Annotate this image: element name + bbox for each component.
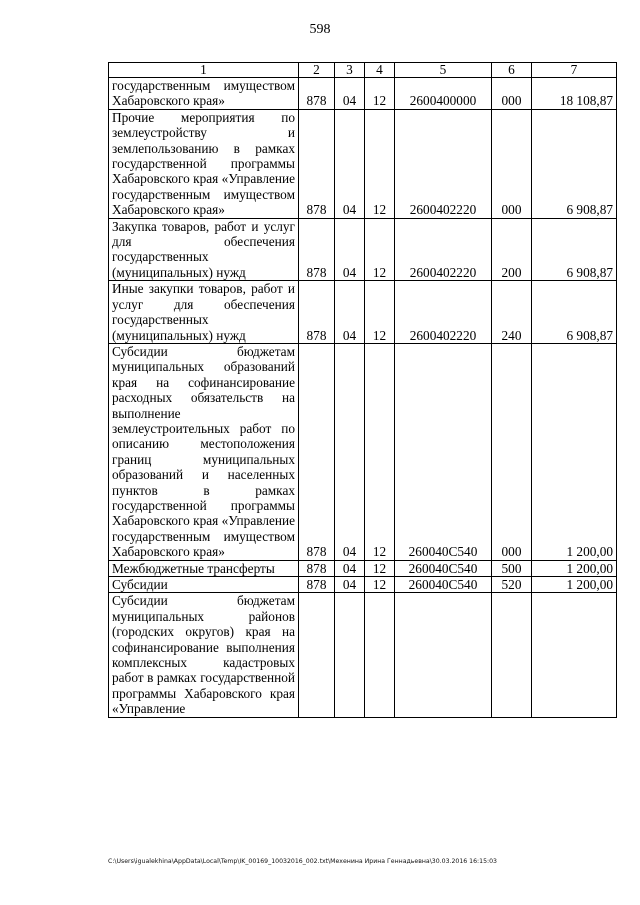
row-code-5: 2600400000 bbox=[395, 78, 492, 110]
row-code-5: 260040С540 bbox=[395, 560, 492, 576]
row-code-6: 200 bbox=[492, 218, 532, 281]
table-row bbox=[109, 281, 617, 344]
row-amount: 18 108,87 bbox=[532, 78, 617, 110]
row-description: Субсидии bbox=[109, 577, 299, 593]
row-code-6: 000 bbox=[492, 109, 532, 218]
row-description: Межбюджетные трансферты bbox=[109, 560, 299, 576]
row-amount: 6 908,87 bbox=[532, 218, 617, 281]
row-amount: 6 908,87 bbox=[532, 281, 617, 344]
row-code-3: 04 bbox=[335, 560, 365, 576]
row-code-2: 878 bbox=[299, 109, 335, 218]
row-code-4: 12 bbox=[365, 577, 395, 593]
row-code-5: 260040С540 bbox=[395, 343, 492, 560]
row-code-6: 000 bbox=[492, 78, 532, 110]
col-header-5: 5 bbox=[395, 63, 492, 78]
row-amount: 1 200,00 bbox=[532, 560, 617, 576]
row-code-4: 12 bbox=[365, 218, 395, 281]
row-description: Закупка товаров, работ и услуг для обеспечения государственных (муниципальных) нужд bbox=[109, 218, 299, 281]
row-code-3: 04 bbox=[335, 218, 365, 281]
row-code-3 bbox=[335, 593, 365, 717]
row-description: Иные закупки товаров, работ и услуг для обеспечения государственных (муниципальных) нужд bbox=[109, 281, 299, 344]
row-code-6: 240 bbox=[492, 281, 532, 344]
row-code-6: 000 bbox=[492, 343, 532, 560]
row-amount: 1 200,00 bbox=[532, 577, 617, 593]
row-code-2: 878 bbox=[299, 218, 335, 281]
col-header-1: 1 bbox=[109, 63, 299, 78]
row-code-5 bbox=[395, 593, 492, 717]
row-code-2: 878 bbox=[299, 577, 335, 593]
row-description: государственным имуществом Хабаровского края» bbox=[109, 78, 299, 110]
table-row bbox=[109, 109, 617, 218]
row-code-6: 500 bbox=[492, 560, 532, 576]
row-description: Субсидии бюджетам муниципальных образований края на софинансирование расходных обязательств на выполнение землеустроительных работ по описанию местоположения границ муниципальных образований и населенных пунктов в рамках государственной программы Хабаровского края «Управление государственным имуществом Хабаровского края» bbox=[109, 343, 299, 560]
row-code-5: 2600402220 bbox=[395, 281, 492, 344]
row-code-6: 520 bbox=[492, 577, 532, 593]
table-row bbox=[109, 78, 617, 110]
row-code-4: 12 bbox=[365, 281, 395, 344]
row-code-2: 878 bbox=[299, 78, 335, 110]
row-description: Прочие мероприятия по землеустройству и землепользованию в рамках государственной программы Хабаровского края «Управление государственным имуществом Хабаровского края» bbox=[109, 109, 299, 218]
row-code-3: 04 bbox=[335, 577, 365, 593]
header-row bbox=[109, 63, 617, 78]
page-number: 598 bbox=[309, 22, 331, 37]
row-code-5: 260040С540 bbox=[395, 577, 492, 593]
row-code-4: 12 bbox=[365, 343, 395, 560]
row-code-6 bbox=[492, 593, 532, 717]
col-header-6: 6 bbox=[492, 63, 532, 78]
col-header-7: 7 bbox=[532, 63, 617, 78]
row-amount bbox=[532, 593, 617, 717]
row-code-2: 878 bbox=[299, 560, 335, 576]
table-row bbox=[109, 560, 617, 576]
row-code-2: 878 bbox=[299, 343, 335, 560]
row-amount: 6 908,87 bbox=[532, 109, 617, 218]
col-header-2: 2 bbox=[299, 63, 335, 78]
row-code-4: 12 bbox=[365, 78, 395, 110]
table-row bbox=[109, 343, 617, 560]
row-code-4: 12 bbox=[365, 109, 395, 218]
row-code-3: 04 bbox=[335, 78, 365, 110]
row-code-4: 12 bbox=[365, 560, 395, 576]
col-header-3: 3 bbox=[335, 63, 365, 78]
row-description: Субсидии бюджетам муниципальных районов (городских округов) края на софинансирование выполнения комплексных кадастровых работ в рамках государственной программы Хабаровского края «Управление bbox=[109, 593, 299, 717]
file-path-footer: C:\Users\igualekhina\AppData\Local\Temp\IK_00169_10032016_002.txt\Мехенина Ирина Геннадьевна\30.03.2016 16:15:03 bbox=[108, 858, 497, 865]
row-code-5: 2600402220 bbox=[395, 109, 492, 218]
table-row bbox=[109, 577, 617, 593]
row-code-4 bbox=[365, 593, 395, 717]
row-amount: 1 200,00 bbox=[532, 343, 617, 560]
budget-table bbox=[108, 62, 617, 718]
row-code-3: 04 bbox=[335, 109, 365, 218]
table-row bbox=[109, 218, 617, 281]
table-row bbox=[109, 593, 617, 717]
row-code-3: 04 bbox=[335, 281, 365, 344]
col-header-4: 4 bbox=[365, 63, 395, 78]
row-code-3: 04 bbox=[335, 343, 365, 560]
row-code-2 bbox=[299, 593, 335, 717]
row-code-2: 878 bbox=[299, 281, 335, 344]
row-code-5: 2600402220 bbox=[395, 218, 492, 281]
